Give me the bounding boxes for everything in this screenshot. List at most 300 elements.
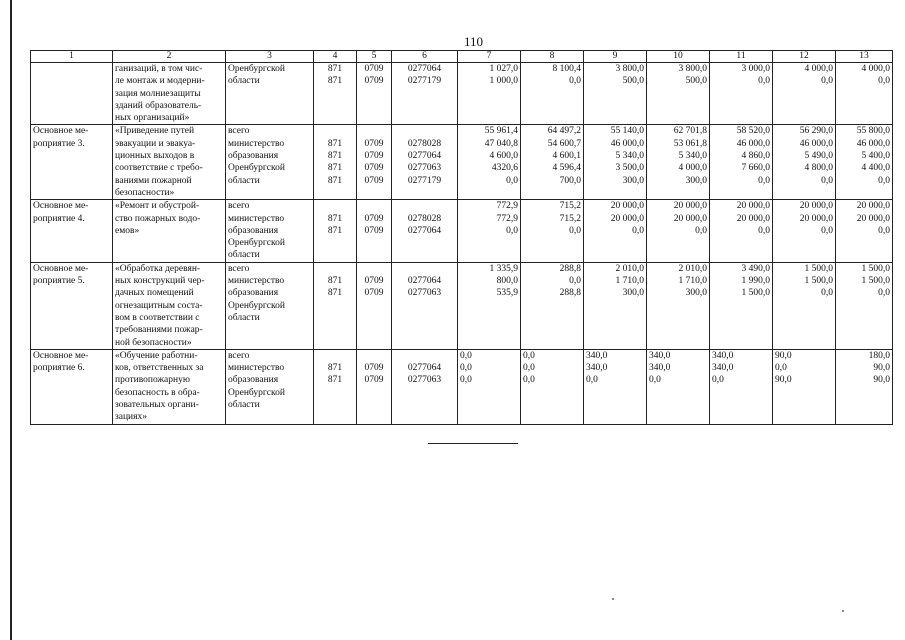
cell-line: 772,9 — [496, 201, 518, 212]
value-col-8 — [521, 125, 584, 200]
cell-line: 4 400,0 — [861, 163, 890, 174]
column-header: 4 — [314, 51, 357, 63]
cell-line: 340,0 — [586, 363, 608, 374]
cell-line: 20 000,0 — [673, 201, 707, 212]
cell-line: ле монтаж и модерни- — [115, 76, 205, 87]
cell-line: Оренбургской — [228, 238, 285, 249]
end-of-table-line — [428, 443, 518, 444]
cell-line: 46 000,0 — [736, 138, 770, 149]
cell-line: 0277179 — [407, 175, 442, 186]
gov-code — [314, 262, 357, 349]
cell-line: 4 600,1 — [552, 151, 581, 162]
executor — [226, 125, 314, 200]
cell-line: требованиями пожар- — [115, 325, 203, 336]
cell-line — [394, 200, 455, 212]
target-article — [392, 262, 458, 349]
value-col-9 — [584, 349, 647, 424]
cell-line: 53 061,8 — [673, 138, 707, 149]
cell-line: 871 — [327, 151, 343, 162]
cell-line: образования — [228, 225, 279, 236]
cell-line — [359, 200, 389, 212]
value-col-11 — [710, 125, 773, 200]
value-col-10 — [647, 63, 710, 125]
cell-line: 3 800,0 — [615, 64, 644, 74]
value-col-7 — [458, 200, 521, 262]
cell-line: министерство — [228, 213, 285, 224]
cell-line — [394, 125, 455, 137]
cell-line: 871 — [327, 363, 343, 374]
column-header: 10 — [647, 51, 710, 63]
cell-line: 1 027,0 — [489, 64, 518, 74]
value-col-11 — [710, 200, 773, 262]
cell-line: 2 010,0 — [615, 263, 644, 274]
cell-line: 3 800,0 — [678, 64, 707, 74]
cell-line: 3 490,0 — [741, 263, 770, 274]
cell-line: 871 — [327, 64, 343, 74]
cell-line: 871 — [327, 138, 343, 149]
cell-line — [394, 350, 455, 362]
cell-line: вом в соответствии с — [115, 312, 200, 323]
cell-line: ство пожарных водо- — [115, 213, 201, 224]
cell-line: 0277179 — [407, 76, 442, 87]
cell-line: 300,0 — [622, 288, 644, 299]
executor — [226, 349, 314, 424]
cell-line: зовательных органи- — [115, 400, 199, 411]
cell-line: 1 500,0 — [861, 276, 890, 287]
cell-line: ков, ответственных за — [115, 363, 204, 374]
value-col-7 — [458, 262, 521, 349]
column-header: 13 — [836, 51, 893, 63]
cell-line: 0,0 — [821, 288, 833, 299]
target-article — [392, 200, 458, 262]
cell-line: 0709 — [364, 64, 384, 74]
cell-line: 0,0 — [569, 225, 581, 236]
cell-line: 1 500,0 — [804, 263, 833, 274]
cell-line: 46 000,0 — [856, 138, 890, 149]
value-col-12 — [773, 349, 836, 424]
cell-line: роприятие 6. — [33, 363, 85, 374]
table-row — [31, 349, 893, 424]
cell-line: 0,0 — [758, 225, 770, 236]
cell-line: 0709 — [364, 375, 384, 386]
cell-line — [359, 263, 389, 275]
row-label — [31, 349, 113, 424]
cell-line: безопасности» — [115, 187, 175, 198]
cell-line: области — [228, 250, 260, 261]
cell-line: 0,0 — [821, 76, 833, 87]
cell-line: 0277063 — [407, 375, 442, 386]
cell-line: противопожарную — [115, 375, 190, 386]
cell-line: емов» — [115, 225, 140, 236]
value-col-8 — [521, 63, 584, 125]
scan-speck — [842, 610, 844, 612]
activity-description — [113, 125, 226, 200]
value-col-13 — [836, 262, 893, 349]
cell-line: Основное ме- — [33, 201, 89, 212]
cell-line: 0278028 — [407, 213, 442, 224]
cell-line: 46 000,0 — [610, 138, 644, 149]
cell-line: Основное ме- — [33, 126, 89, 137]
cell-line: 500,0 — [685, 76, 707, 87]
activity-description — [113, 262, 226, 349]
cell-line: области — [228, 76, 260, 87]
cell-line: 20 000,0 — [610, 201, 644, 212]
cell-line: области — [228, 312, 260, 323]
cell-line: роприятие 5. — [33, 276, 85, 287]
cell-line: 871 — [327, 213, 343, 224]
cell-line: 300,0 — [685, 175, 707, 186]
cell-line: всего — [228, 201, 250, 212]
column-header: 3 — [226, 51, 314, 63]
value-col-9 — [584, 262, 647, 349]
cell-line: 288,8 — [559, 263, 581, 274]
cell-line: 0709 — [364, 213, 384, 224]
cell-line: 0,0 — [523, 350, 535, 361]
cell-line: дачных помещений — [115, 288, 194, 299]
cell-line: 90,0 — [873, 363, 890, 374]
cell-line: «Обработка деревян- — [115, 263, 201, 274]
cell-line: 715,2 — [559, 213, 581, 224]
column-header: 12 — [773, 51, 836, 63]
cell-line: 8 100,4 — [552, 64, 581, 74]
cell-line: Оренбургской — [228, 387, 285, 398]
cell-line: 500,0 — [622, 76, 644, 87]
cell-line: министерство — [228, 276, 285, 287]
cell-line: 0,0 — [460, 350, 472, 361]
cell-line: 55 800,0 — [856, 126, 890, 137]
table-row — [31, 262, 893, 349]
cell-line: 56 290,0 — [799, 126, 833, 137]
scan-speck — [612, 598, 614, 600]
cell-line: 300,0 — [685, 288, 707, 299]
executor — [226, 262, 314, 349]
cell-line: Оренбургской — [228, 64, 285, 74]
cell-line: 0,0 — [775, 363, 787, 374]
cell-line: 0,0 — [878, 76, 890, 87]
cell-line: 871 — [327, 288, 343, 299]
gov-code — [314, 63, 357, 125]
cell-line: 0,0 — [569, 276, 581, 287]
cell-line: 0709 — [364, 163, 384, 174]
cell-line: 58 520,0 — [736, 126, 770, 137]
target-article — [392, 349, 458, 424]
value-col-12 — [773, 200, 836, 262]
cell-line: 20 000,0 — [736, 201, 770, 212]
cell-line: 0,0 — [878, 175, 890, 186]
cell-line: зданий образователь- — [115, 100, 202, 111]
cell-line: области — [228, 400, 260, 411]
cell-line: роприятие 4. — [33, 213, 85, 224]
cell-line: 0,0 — [649, 375, 661, 386]
cell-line: 47 040,8 — [484, 138, 518, 149]
section-code — [357, 63, 392, 125]
cell-line: 20 000,0 — [610, 213, 644, 224]
value-col-7 — [458, 63, 521, 125]
activity-description — [113, 63, 226, 125]
value-col-7 — [458, 125, 521, 200]
cell-line: зация молниезащиты — [115, 88, 201, 99]
cell-line: 55 140,0 — [610, 126, 644, 137]
cell-line: 7 660,0 — [741, 163, 770, 174]
cell-line: ганизаций, в том чис- — [115, 64, 203, 74]
cell-line: 3 000,0 — [741, 64, 770, 74]
cell-line: 535,9 — [496, 288, 518, 299]
column-header: 9 — [584, 51, 647, 63]
cell-line: 1 990,0 — [741, 276, 770, 287]
section-code — [357, 262, 392, 349]
cell-line: 0,0 — [506, 225, 518, 236]
cell-line: образования — [228, 288, 279, 299]
budget-table — [30, 50, 893, 425]
value-col-11 — [710, 349, 773, 424]
cell-line: 0,0 — [632, 225, 644, 236]
cell-line: роприятие 3. — [33, 138, 85, 149]
cell-line: 0277064 — [407, 225, 442, 236]
value-col-9 — [584, 200, 647, 262]
cell-line: 700,0 — [559, 175, 581, 186]
target-article — [392, 125, 458, 200]
cell-line: всего — [228, 126, 250, 137]
cell-line: 288,8 — [559, 288, 581, 299]
section-code — [357, 200, 392, 262]
cell-line: «Приведение путей — [115, 126, 195, 137]
cell-line: 340,0 — [649, 350, 671, 361]
cell-line — [359, 350, 389, 362]
table-row — [31, 63, 893, 125]
cell-line: 871 — [327, 175, 343, 186]
cell-line: 0709 — [364, 288, 384, 299]
cell-line: 4 596,4 — [552, 163, 581, 174]
executor — [226, 63, 314, 125]
value-col-13 — [836, 349, 893, 424]
column-number-row — [31, 51, 893, 63]
column-header: 1 — [31, 51, 113, 63]
value-col-8 — [521, 200, 584, 262]
value-col-13 — [836, 63, 893, 125]
cell-line: 0,0 — [712, 375, 724, 386]
cell-line: соответствие с требо- — [115, 163, 203, 174]
cell-line: 300,0 — [622, 175, 644, 186]
cell-line: 5 400,0 — [861, 151, 890, 162]
cell-line: 0,0 — [569, 76, 581, 87]
value-col-7 — [458, 349, 521, 424]
cell-line: 1 710,0 — [615, 276, 644, 287]
value-col-8 — [521, 349, 584, 424]
cell-line — [316, 263, 354, 275]
section-code — [357, 349, 392, 424]
cell-line: 0709 — [364, 276, 384, 287]
table-row — [31, 125, 893, 200]
table-body — [31, 63, 893, 425]
cell-line: 4 000,0 — [678, 163, 707, 174]
cell-line: «Обучение работни- — [115, 350, 198, 361]
cell-line — [316, 350, 354, 362]
cell-line: 4 000,0 — [861, 64, 890, 74]
cell-line: министерство — [228, 363, 285, 374]
cell-line: области — [228, 175, 260, 186]
cell-line: 1 335,9 — [489, 263, 518, 274]
cell-line: 871 — [327, 76, 343, 87]
column-header: 5 — [357, 51, 392, 63]
cell-line: 55 961,4 — [484, 126, 518, 137]
value-col-10 — [647, 262, 710, 349]
cell-line: 0709 — [364, 225, 384, 236]
cell-line: ных конструкций чер- — [115, 276, 205, 287]
cell-line — [316, 200, 354, 212]
cell-line: 0277063 — [407, 288, 442, 299]
cell-line: 5 340,0 — [678, 151, 707, 162]
cell-line: 64 497,2 — [547, 126, 581, 137]
cell-line: образования — [228, 151, 279, 162]
cell-line: Оренбургской — [228, 300, 285, 311]
cell-line: «Ремонт и обустрой- — [115, 201, 200, 212]
cell-line: 0,0 — [506, 175, 518, 186]
row-label — [31, 262, 113, 349]
value-col-8 — [521, 262, 584, 349]
row-label — [31, 200, 113, 262]
cell-line: 340,0 — [586, 350, 608, 361]
cell-line: министерство — [228, 138, 285, 149]
cell-line: 20 000,0 — [799, 213, 833, 224]
cell-line: 0278028 — [407, 138, 442, 149]
value-col-10 — [647, 125, 710, 200]
value-col-10 — [647, 349, 710, 424]
cell-line: 5 340,0 — [615, 151, 644, 162]
cell-line: 0277064 — [407, 276, 442, 287]
cell-line: 5 490,0 — [804, 151, 833, 162]
table-row — [31, 200, 893, 262]
cell-line: 0,0 — [460, 363, 472, 374]
activity-description — [113, 349, 226, 424]
value-col-11 — [710, 262, 773, 349]
cell-line: 0709 — [364, 363, 384, 374]
cell-line: 871 — [327, 163, 343, 174]
cell-line — [316, 125, 354, 137]
cell-line: эвакуации и эвакуа- — [115, 138, 196, 149]
value-col-12 — [773, 125, 836, 200]
cell-line: 20 000,0 — [856, 201, 890, 212]
cell-line: 0277064 — [407, 151, 442, 162]
cell-line: 800,0 — [496, 276, 518, 287]
value-col-9 — [584, 125, 647, 200]
cell-line: всего — [228, 350, 250, 361]
column-header: 6 — [392, 51, 458, 63]
cell-line: 0709 — [364, 175, 384, 186]
cell-line — [394, 263, 455, 275]
cell-line: 90,0 — [775, 375, 792, 386]
cell-line: 62 701,8 — [673, 126, 707, 137]
cell-line: 0,0 — [878, 288, 890, 299]
cell-line: 54 600,7 — [547, 138, 581, 149]
value-col-12 — [773, 262, 836, 349]
cell-line: 772,9 — [496, 213, 518, 224]
cell-line: безопасность в обра- — [115, 387, 200, 398]
cell-line: огнезащитным соста- — [115, 300, 203, 311]
value-col-9 — [584, 63, 647, 125]
cell-line: 0,0 — [523, 375, 535, 386]
gov-code — [314, 200, 357, 262]
cell-line: Оренбургской — [228, 163, 285, 174]
cell-line: 871 — [327, 225, 343, 236]
activity-description — [113, 200, 226, 262]
cell-line: 4 000,0 — [804, 64, 833, 74]
cell-line: 0,0 — [821, 175, 833, 186]
section-code — [357, 125, 392, 200]
cell-line: 0,0 — [878, 225, 890, 236]
cell-line: 340,0 — [712, 350, 734, 361]
cell-line: 180,0 — [868, 350, 890, 361]
cell-line: 0709 — [364, 76, 384, 87]
row-label — [31, 63, 113, 125]
value-col-13 — [836, 200, 893, 262]
cell-line: Основное ме- — [33, 263, 89, 274]
cell-line: 871 — [327, 276, 343, 287]
cell-line: 20 000,0 — [673, 213, 707, 224]
cell-line: 1 500,0 — [861, 263, 890, 274]
cell-line: Основное ме- — [33, 350, 89, 361]
cell-line: 0,0 — [758, 175, 770, 186]
cell-line: 1 000,0 — [489, 76, 518, 87]
cell-line — [359, 125, 389, 137]
cell-line: 871 — [327, 375, 343, 386]
cell-line: 1 500,0 — [804, 276, 833, 287]
cell-line: ционных выходов в — [115, 151, 195, 162]
cell-line: 4 600,0 — [489, 151, 518, 162]
cell-line: зациях» — [115, 412, 148, 423]
cell-line: ваниями пожарной — [115, 175, 192, 186]
row-label — [31, 125, 113, 200]
cell-line: 4320,6 — [491, 163, 518, 174]
cell-line: 0,0 — [586, 375, 598, 386]
cell-line: 0709 — [364, 151, 384, 162]
cell-line: 90,0 — [873, 375, 890, 386]
page-left-edge-line — [10, 0, 12, 640]
column-header: 2 — [113, 51, 226, 63]
cell-line: 0,0 — [523, 363, 535, 374]
cell-line: 715,2 — [559, 201, 581, 212]
cell-line: 340,0 — [649, 363, 671, 374]
cell-line: 0,0 — [758, 76, 770, 87]
cell-line: 2 010,0 — [678, 263, 707, 274]
cell-line: всего — [228, 263, 250, 274]
cell-line: 1 500,0 — [741, 288, 770, 299]
cell-line: 4 800,0 — [804, 163, 833, 174]
page-number: 110 — [464, 34, 484, 49]
cell-line: 20 000,0 — [736, 213, 770, 224]
cell-line: 0277064 — [407, 64, 442, 74]
cell-line: 1 710,0 — [678, 276, 707, 287]
cell-line: 340,0 — [712, 363, 734, 374]
cell-line: 0,0 — [695, 225, 707, 236]
column-header: 11 — [710, 51, 773, 63]
value-col-12 — [773, 63, 836, 125]
value-col-13 — [836, 125, 893, 200]
executor — [226, 200, 314, 262]
column-header: 8 — [521, 51, 584, 63]
target-article — [392, 63, 458, 125]
cell-line: 20 000,0 — [799, 201, 833, 212]
column-header: 7 — [458, 51, 521, 63]
cell-line: 0,0 — [821, 225, 833, 236]
cell-line: 0709 — [364, 138, 384, 149]
cell-line: 3 500,0 — [615, 163, 644, 174]
cell-line: образования — [228, 375, 279, 386]
gov-code — [314, 349, 357, 424]
cell-line: 90,0 — [775, 350, 792, 361]
cell-line: 20 000,0 — [856, 213, 890, 224]
value-col-11 — [710, 63, 773, 125]
cell-line: ной безопасности» — [115, 337, 192, 348]
